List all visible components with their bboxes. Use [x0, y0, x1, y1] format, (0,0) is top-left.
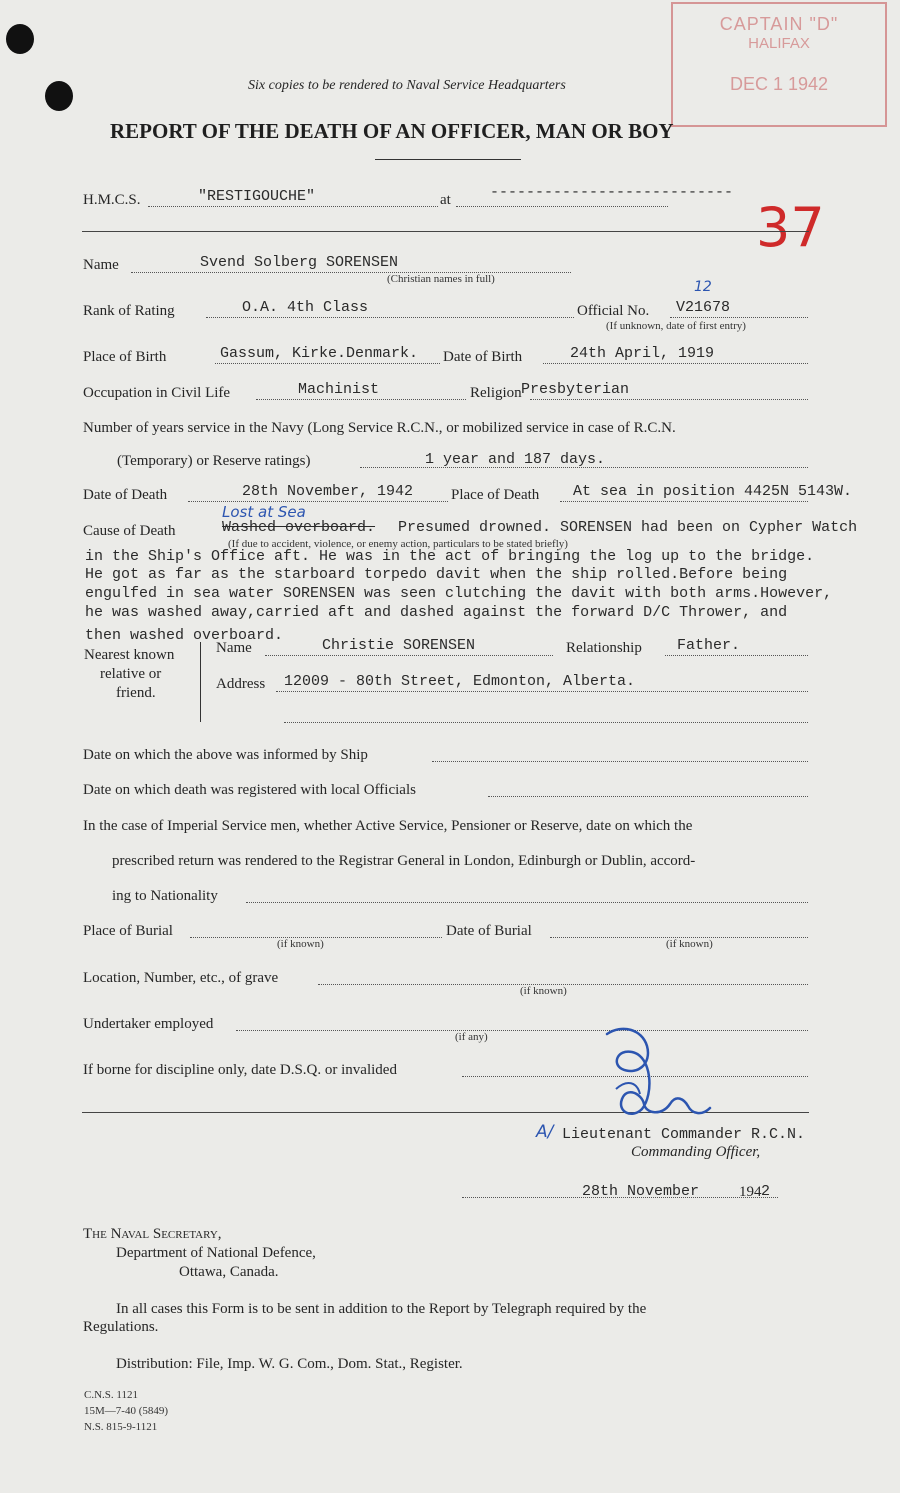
stamp-date: DEC 1 1942 — [729, 74, 829, 94]
kin-relationship-value: Father. — [677, 637, 741, 654]
cause-line4: engulfed in sea water SORENSEN was seen clutching the davit with both arms.However, — [85, 585, 833, 602]
rank-value: O.A. 4th Class — [242, 299, 369, 316]
cause-handwritten: Lost at Sea — [222, 503, 306, 521]
service-value: 1 year and 187 days. — [425, 451, 606, 468]
registered-label: Date on which death was registered with local Officials — [83, 782, 416, 798]
at-value: --------------------------- — [490, 184, 734, 201]
kin-address-label: Address — [216, 676, 266, 692]
address-line2: Department of National Defence, — [116, 1245, 316, 1261]
handwritten-signature — [592, 1024, 732, 1124]
form-code3: N.S. 815-9-1121 — [84, 1421, 158, 1433]
kin-bracket — [200, 642, 207, 722]
kin-label-line3: friend. — [116, 685, 156, 701]
ship-label: H.M.C.S. — [83, 192, 141, 208]
punch-hole — [45, 81, 73, 111]
birth-date-label: Date of Birth — [443, 349, 523, 365]
imperial-line3: ing to Nationality — [112, 888, 218, 904]
service-label-line2: (Temporary) or Reserve ratings) — [117, 453, 311, 469]
footer-note-line2: Regulations. — [83, 1319, 159, 1335]
page-number: 37 — [756, 196, 825, 259]
signature-role: Commanding Officer, — [631, 1144, 761, 1160]
official-no-note: (If unknown, date of first entry) — [606, 320, 746, 332]
signature-rank: Lieutenant Commander R.C.N. — [562, 1126, 806, 1143]
informed-label: Date on which the above was informed by Ship — [83, 747, 368, 763]
death-place-value: At sea in position 4425N 5143W. — [573, 483, 853, 500]
cause-label: Cause of Death — [83, 523, 176, 539]
kin-name-label: Name — [216, 640, 252, 656]
signature-date: 28th November — [582, 1183, 700, 1200]
kin-relationship-label: Relationship — [566, 640, 642, 656]
received-stamp — [671, 2, 887, 127]
section-rule — [82, 231, 809, 232]
burial-date-label: Date of Burial — [446, 923, 532, 939]
name-label: Name — [83, 257, 119, 273]
cause-line5: he was washed away,carried aft and dashed against the forward D/C Thrower, and — [85, 604, 788, 621]
signature-prefix: A/ — [536, 1122, 554, 1142]
religion-label: Religion — [470, 385, 522, 401]
imperial-line2: prescribed return was rendered to the Registrar General in London, Edinburgh or Dublin, accord- — [112, 853, 696, 869]
kin-address-value: 12009 - 80th Street, Edmonton, Alberta. — [284, 673, 636, 690]
imperial-line1: In the case of Imperial Service men, whether Active Service, Pensioner or Reserve, date on which the — [83, 818, 693, 834]
form-code2: 15M—7-40 (5849) — [84, 1405, 169, 1417]
copies-note: Six copies to be rendered to Naval Service Headquarters — [248, 78, 566, 93]
cause-note: (If due to accident, violence, or enemy action, particulars to be stated briefly) — [228, 538, 568, 550]
birth-date-value: 24th April, 1919 — [570, 345, 715, 362]
burial-place-note: (if known) — [277, 938, 324, 950]
burial-date-note: (if known) — [666, 938, 713, 950]
kin-name-value: Christie SORENSEN — [322, 637, 476, 654]
cause-line1: Presumed drowned. SORENSEN had been on Cypher Watch — [398, 519, 858, 536]
punch-hole — [6, 24, 34, 54]
cause-line2: in the Ship's Office aft. He was in the act of bringing the log up to the bridge. — [85, 548, 815, 565]
kin-label-line1: Nearest known — [84, 647, 175, 663]
signature-year-prefix: 194 — [739, 1184, 762, 1200]
discipline-label: If borne for discipline only, date D.S.Q. or invalided — [83, 1062, 397, 1078]
burial-place-label: Place of Burial — [83, 923, 173, 939]
ship-value: "RESTIGOUCHE" — [198, 188, 316, 205]
form-title: REPORT OF THE DEATH OF AN OFFICER, MAN OR BOY — [110, 119, 674, 143]
at-label: at — [440, 192, 451, 208]
name-value: Svend Solberg SORENSEN — [200, 254, 399, 271]
service-label-line1: Number of years service in the Navy (Long Service R.C.N., or mobilized service in case of R.C.N. — [83, 420, 676, 436]
official-no-value: V21678 — [676, 299, 731, 316]
death-date-label: Date of Death — [83, 487, 168, 503]
cause-line6: then washed overboard. — [85, 627, 284, 644]
death-date-value: 28th November, 1942 — [242, 483, 414, 500]
rank-label: Rank of Rating — [83, 303, 175, 319]
form-code1: C.N.S. 1121 — [84, 1389, 138, 1401]
stamp-line2: HALIFAX — [748, 35, 810, 52]
kin-label-line2: relative or — [100, 666, 162, 682]
undertaker-label: Undertaker employed — [83, 1016, 214, 1032]
occupation-label: Occupation in Civil Life — [83, 385, 231, 401]
stamp-line1: CAPTAIN "D" — [719, 14, 839, 34]
name-note: (Christian names in full) — [387, 273, 495, 285]
distribution: Distribution: File, Imp. W. G. Com., Dom. Stat., Register. — [116, 1356, 463, 1372]
title-rule — [375, 159, 521, 160]
official-no-label: Official No. — [577, 303, 650, 319]
footer-note-line1: In all cases this Form is to be sent in addition to the Report by Telegraph required by the — [116, 1301, 647, 1317]
address-line1: The Naval Secretary, — [83, 1226, 222, 1242]
cause-line3: He got as far as the starboard torpedo davit when the ship rolled.Before being — [85, 566, 788, 583]
address-line3: Ottawa, Canada. — [179, 1264, 279, 1280]
occupation-value: Machinist — [298, 381, 380, 398]
grave-note: (if known) — [520, 985, 567, 997]
death-place-label: Place of Death — [451, 487, 540, 503]
undertaker-note: (if any) — [455, 1031, 488, 1043]
official-no-correction: 12 — [694, 279, 712, 295]
signature-year: 2 — [761, 1183, 771, 1200]
birth-place-label: Place of Birth — [83, 349, 167, 365]
birth-place-value: Gassum, Kirke.Denmark. — [220, 345, 419, 362]
religion-value: Presbyterian — [521, 381, 630, 398]
grave-label: Location, Number, etc., of grave — [83, 970, 279, 986]
cause-struck: Washed overboard. — [222, 519, 376, 536]
